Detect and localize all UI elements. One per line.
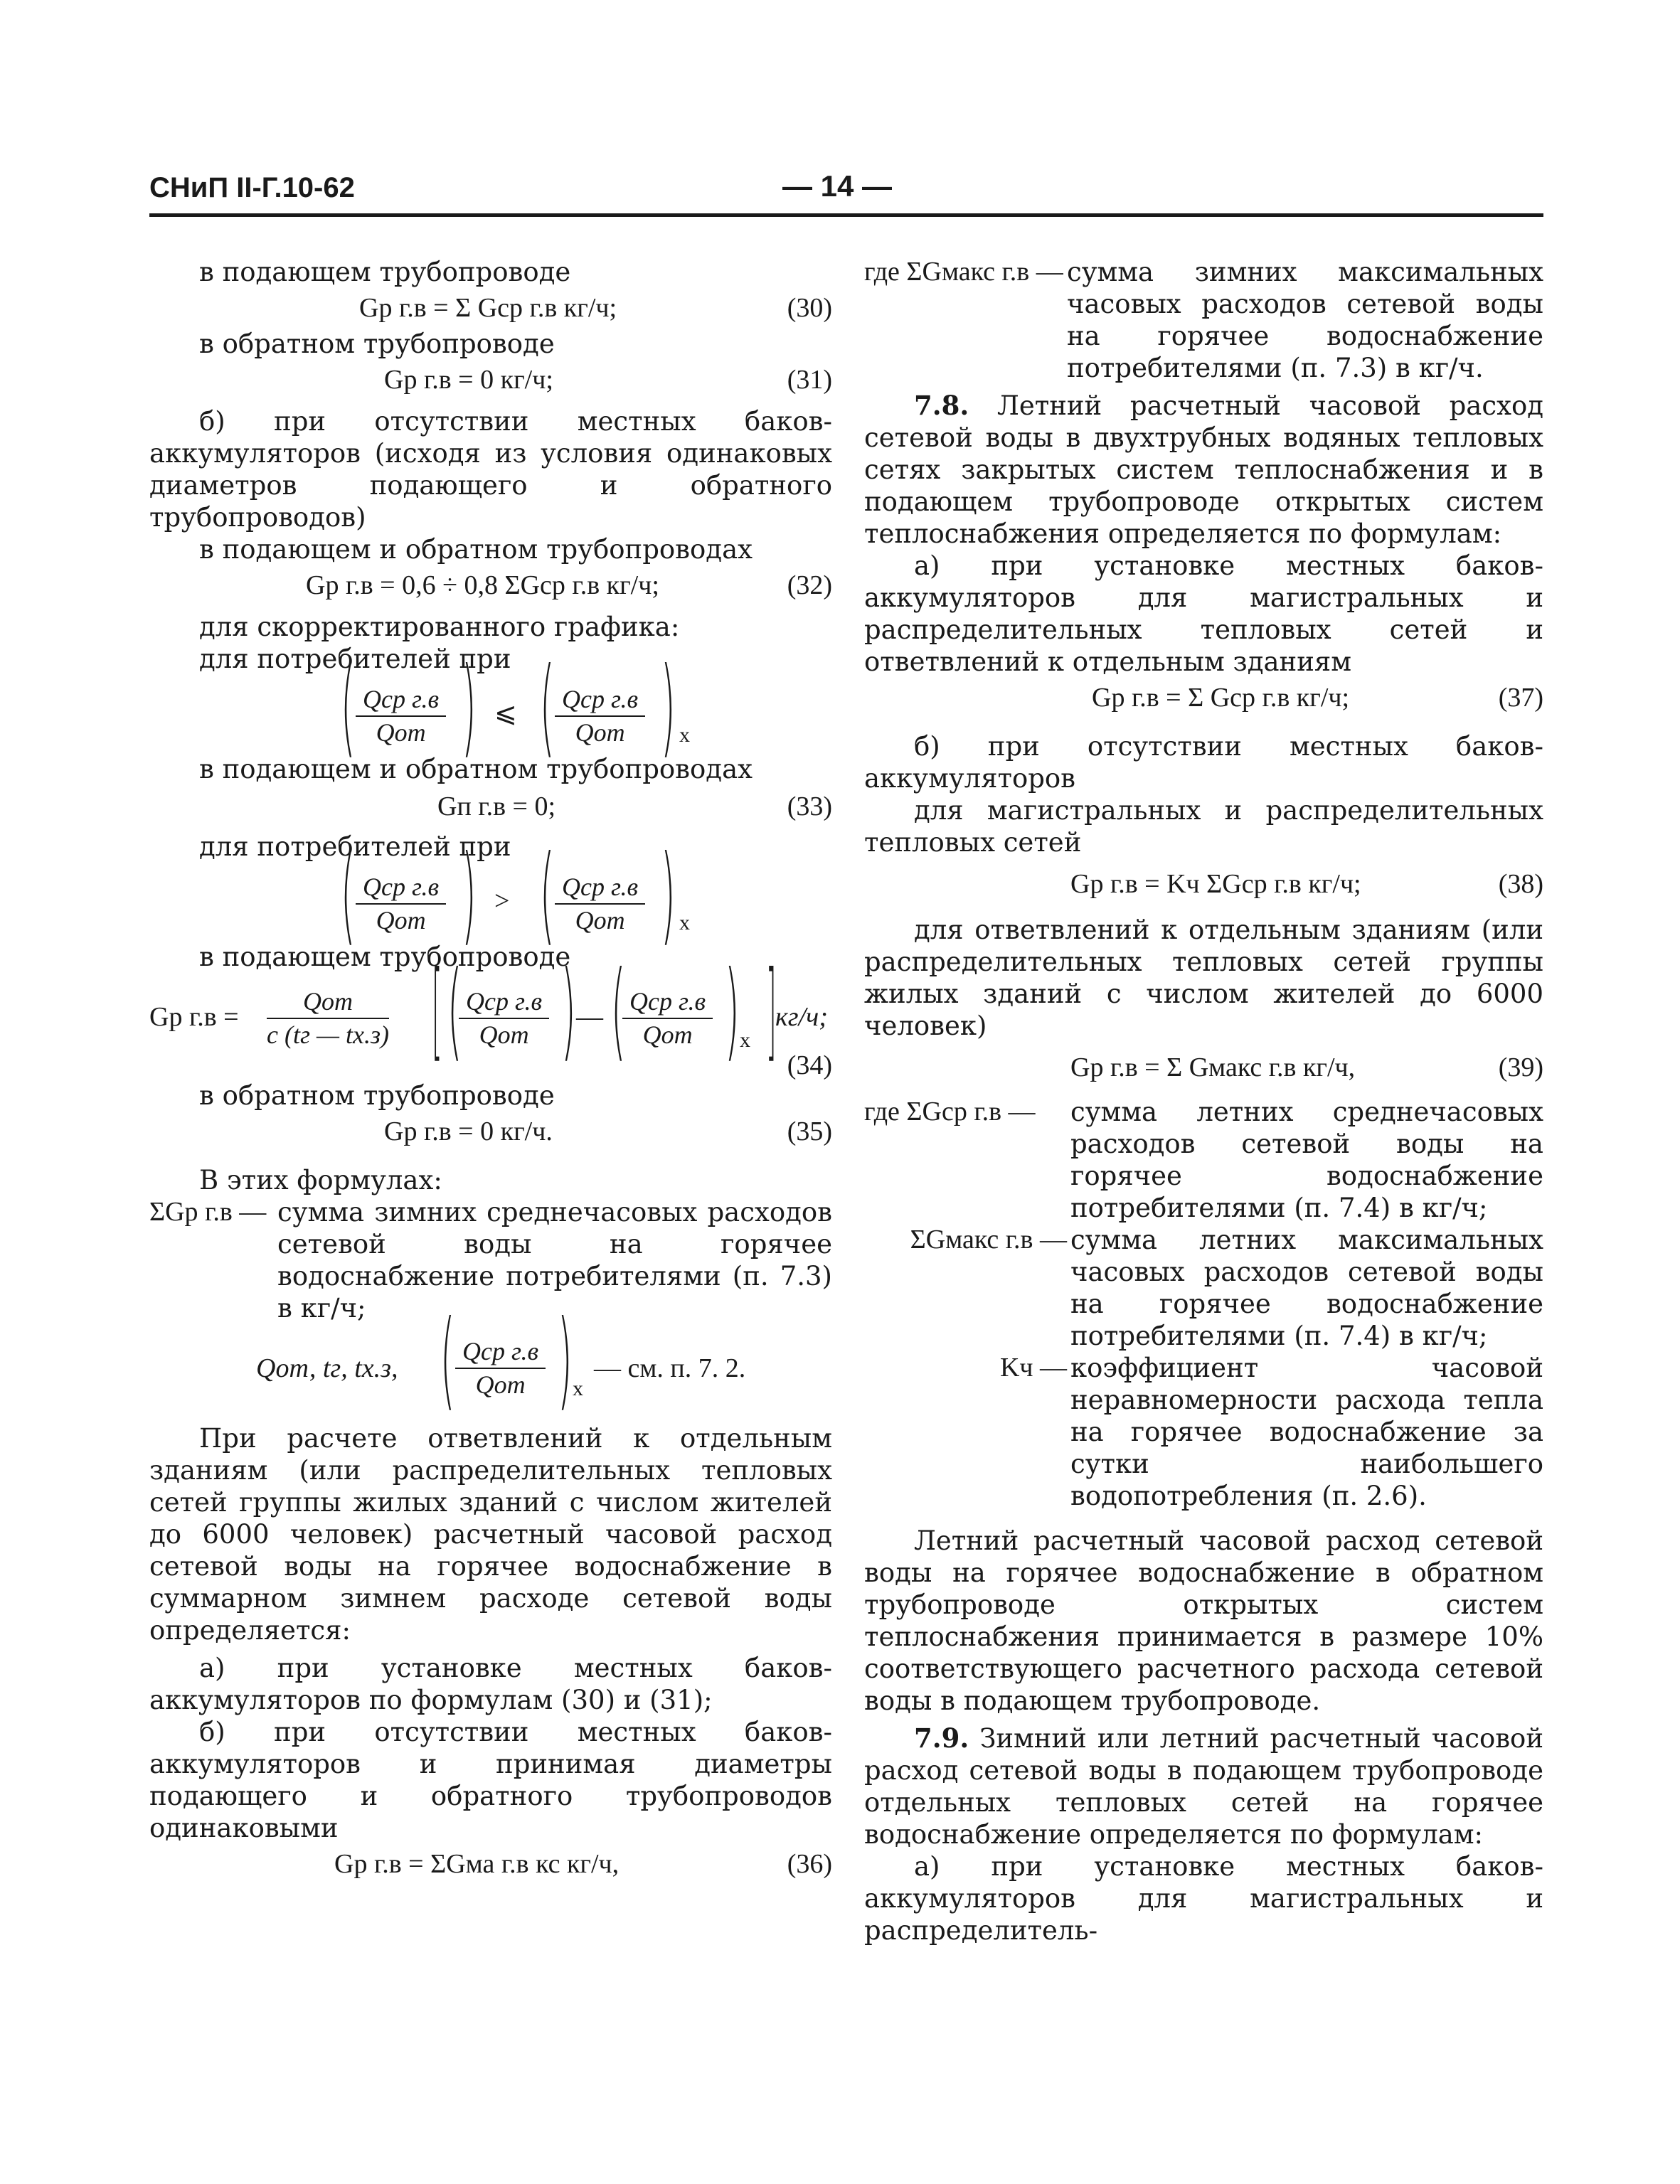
equation-number: (34)	[787, 1050, 832, 1080]
definition-symbol: ΣGмакс г.в —	[910, 1225, 1067, 1255]
text-line: в подающем трубопроводе	[199, 942, 571, 972]
formula-39	[864, 1042, 1543, 1092]
fraction: Qср г.в Qот	[555, 683, 645, 749]
equation-number: (35)	[787, 1117, 832, 1146]
equation-number: (38)	[1498, 869, 1543, 899]
formula-36	[149, 1844, 832, 1884]
paragraph: а) при установке местных баков-аккумуляторов по формулам (30) и (31);	[149, 1653, 832, 1715]
paragraph: а) при установке местных баков-аккумуляторов для магистральных и распределительных тепловых сетей и ответвлений к отдельным зданиям	[864, 550, 1543, 677]
definition-item	[864, 1224, 1543, 1352]
paragraph: б) при отсутствии местных баков-аккумуляторов (исходя из условия одинаковых диаметров подающего и обратного трубопроводов)	[149, 406, 832, 533]
formula-31	[149, 360, 832, 400]
formula-32	[149, 565, 832, 605]
text-line: в подающем и обратном трубопроводах	[199, 534, 753, 565]
equation-number: (31)	[787, 365, 832, 395]
formula-33	[149, 785, 832, 825]
section-number: 7.9.	[914, 1722, 969, 1754]
text-line: в обратном трубопроводе	[199, 329, 555, 359]
fraction: Qср г.в Qот	[622, 986, 713, 1051]
paragraph: а) при установке местных баков-аккумуляторов для магистральных и распределитель-	[864, 1851, 1543, 1946]
formula-expression: Gр г.в = 0 кг/ч.	[384, 1117, 553, 1146]
formula-expression: Gр г.в = Kч ΣGср г.в кг/ч;	[1070, 869, 1361, 899]
inequality-1: ( Qср г.в Qот ) ⩽ ( Qср г.в Qот ) х	[341, 645, 690, 769]
fraction: Qот c (tг — tх.з)	[267, 987, 390, 1049]
formula-expression: Gр г.в = Σ Gср г.в кг/ч;	[359, 293, 617, 323]
equation-number: (32)	[787, 570, 832, 600]
text-line: в обратном трубопроводе	[199, 1080, 555, 1111]
formula-expression: Gп г.в = 0;	[437, 792, 556, 821]
fraction: Qср г.в Qот	[356, 871, 446, 937]
definition-symbol: где ΣGср г.в —	[864, 1097, 1036, 1126]
formula-34: Gр г.в = Qот c (tг — tх.з) [ ( Qср г.в Qот ) — ( Qср г.в Qот ) х ] кг/ч; (34)	[149, 949, 832, 1080]
equation-number: (36)	[787, 1849, 832, 1879]
definition-symbols: Qот, tг, tх.з, ( Qср г.в Qот ) х — см. п. 7. 2.	[256, 1298, 746, 1422]
formula-37	[864, 678, 1543, 718]
formula-30	[149, 288, 832, 328]
paragraph: Летний расчетный часовой расход сетевой воды на горячее водоснабжение в обратном трубопроводе открытых систем теплоснабжения принимается в размере 10% соответствующего расчетного расхода сетевой воды в подающем трубопроводе.	[864, 1525, 1543, 1716]
formula-38	[864, 858, 1543, 908]
fraction: Qср г.в Qот	[459, 986, 549, 1051]
left-column	[149, 256, 832, 1884]
definition-item	[149, 1196, 832, 1324]
document-code: СНиП II-Г.10-62	[149, 172, 355, 203]
text-line: В этих формулах:	[199, 1165, 442, 1195]
formula-expression: Gр г.в = 0,6 ÷ 0,8 ΣGср г.в кг/ч;	[306, 570, 659, 600]
paragraph: б) при отсутствии местных баков-аккумуляторов	[864, 731, 1543, 794]
text-line: для потребителей при	[199, 644, 511, 674]
definition-text: сумма летних среднечасовых расходов сетевой воды на горячее водоснабжение потребителями (п. 7.4) в кг/ч;	[1070, 1097, 1543, 1223]
formula-expression: Gр г.в = Σ Gмакс г.в кг/ч,	[1070, 1053, 1356, 1082]
formula-expression: Gр г.в = Σ Gср г.в кг/ч;	[1092, 683, 1350, 713]
definition-symbol: ΣGр г.в —	[149, 1197, 267, 1227]
formula-35	[149, 1112, 832, 1151]
equation-number: (30)	[787, 293, 832, 323]
paragraph: б) при отсутствии местных баков-аккумуляторов и принимая диаметры подающего и обратного трубопроводов одинаковыми	[149, 1717, 832, 1843]
definition-text: сумма зимних максимальных часовых расходов сетевой воды на горячее водоснабжение потребителями (п. 7.3) в кг/ч.	[1067, 257, 1543, 383]
section-7-8: 7.8. Летний расчетный часовой расход сетевой воды в двухтрубных водяных тепловых сетях закрытых систем теплоснабжения и в подающем трубопроводе открытых систем теплоснабжения определяется по формулам:	[864, 390, 1544, 549]
fraction: Qср г.в Qот	[555, 871, 645, 937]
paragraph: для магистральных и распределительных тепловых сетей	[864, 795, 1543, 858]
paragraph: для ответвлений к отдельным зданиям (или распределительных тепловых сетей группы жилых зданий с числом жителей до 6000 человек)	[864, 915, 1543, 1041]
definition-item	[864, 1352, 1543, 1512]
definition-item	[864, 256, 1543, 384]
right-column	[864, 256, 1543, 1946]
page-number: — 14 —	[782, 169, 893, 203]
fraction: Qср г.в Qот	[455, 1336, 546, 1401]
equation-number: (37)	[1498, 683, 1543, 713]
definition-symbol: Kч —	[999, 1353, 1067, 1383]
text-line: для скорректированного графика:	[199, 612, 680, 642]
formula-expression: Gр г.в = ΣGма г.в кс кг/ч,	[334, 1849, 620, 1879]
equation-number: (39)	[1498, 1053, 1543, 1082]
text-line: в подающем и обратном трубопроводах	[199, 754, 753, 784]
fraction: Qср г.в Qот	[356, 683, 446, 749]
definition-symbol: где ΣGмакс г.в —	[864, 257, 1063, 287]
formula-expression: Gр г.в = 0 кг/ч;	[384, 365, 553, 395]
equation-number: (33)	[787, 792, 832, 821]
definition-item	[864, 1096, 1543, 1224]
definition-text: сумма зимних среднечасовых расходов сетевой воды на горячее водоснабжение потребителями (п. 7.3) в кг/ч;	[277, 1197, 832, 1323]
paragraph: При расчете ответвлений к отдельным зданиям (или распределительных тепловых сетей группы жилых зданий с числом жителей до 6000 человек) расчетный часовой расход сетевой воды на горячее водоснабжение в суммарном зимнем расходе сетевой воды определяется:	[149, 1423, 832, 1646]
inequality-2: ( Qср г.в Qот ) > ( Qср г.в Qот ) х	[341, 833, 690, 957]
header-rule	[149, 213, 1543, 217]
text-line: в подающем трубопроводе	[199, 257, 571, 287]
text-line: для потребителей при	[199, 831, 511, 862]
definition-text: коэффициент часовой неравномерности расхода тепла на горячее водоснабжение за сутки наибольшего водопотребления (п. 2.6).	[1070, 1353, 1543, 1511]
section-number: 7.8.	[914, 390, 969, 421]
section-7-9: 7.9. Зимний или летний расчетный часовой расход сетевой воды в подающем трубопроводе отдельных тепловых сетей на горячее водоснабжение определяется по формулам:	[864, 1722, 1543, 1850]
definition-text: сумма летних максимальных часовых расходов сетевой воды на горячее водоснабжение потребителями (п. 7.4) в кг/ч;	[1070, 1225, 1543, 1351]
